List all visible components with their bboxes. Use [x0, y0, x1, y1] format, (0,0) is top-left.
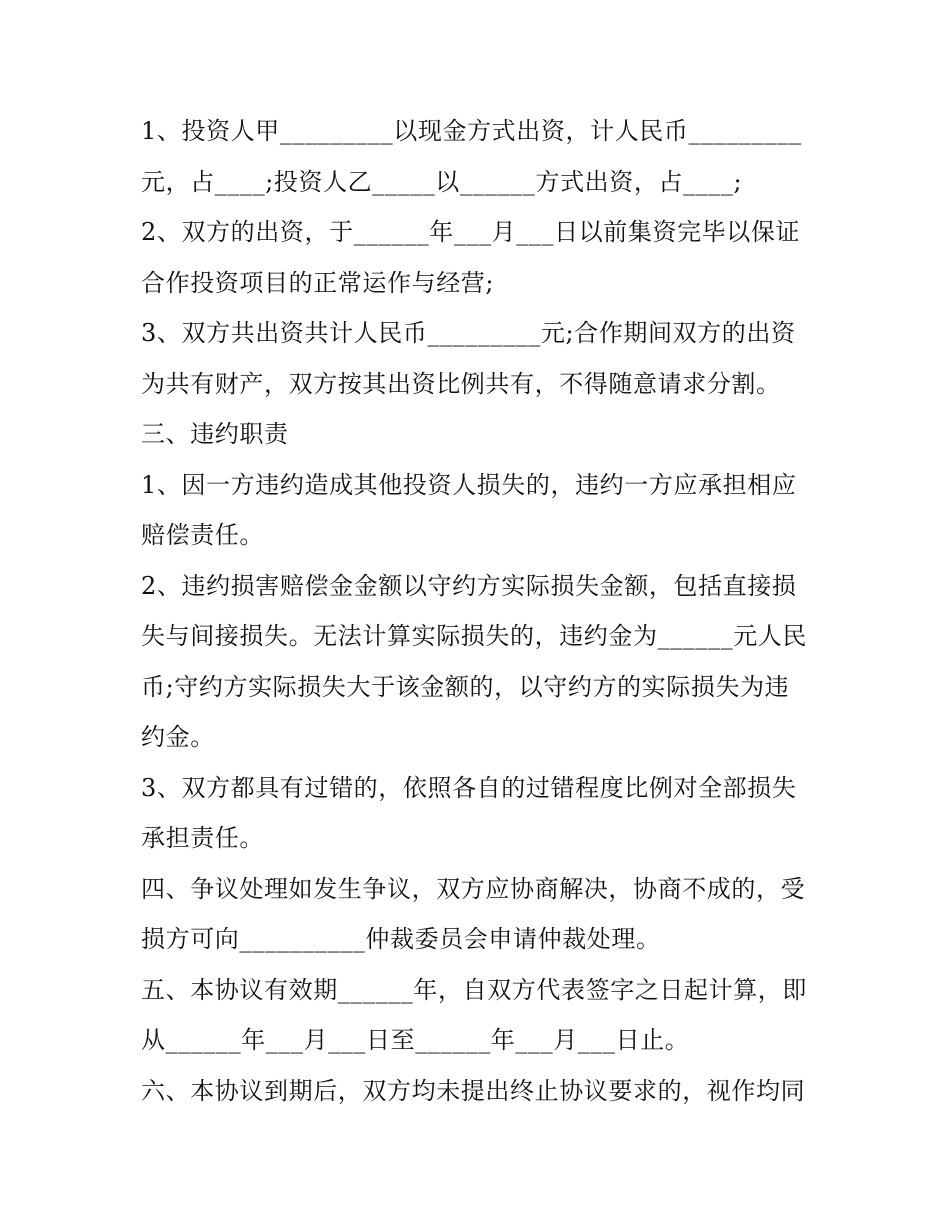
section-heading-5: 五、本协议有效期______年，自双方代表签字之日起计算，即: [141, 976, 807, 1004]
text-line-14: 3、双方都具有过错的，依照各自的过错程度比例对全部损失: [141, 774, 797, 802]
text-line-9: 赔偿责任。: [141, 521, 264, 549]
text-line-10: 2、违约损害赔偿金金额以守约方实际损失金额，包括直接损: [141, 572, 797, 600]
text-line-11: 失与间接损失。无法计算实际损失的，违约金为______元人民: [141, 622, 807, 650]
text-line-6: 为共有财产，双方按其出资比例共有，不得随意请求分割。: [141, 370, 781, 398]
text-line-5: 3、双方共出资共计人民币_________元;合作期间双方的出资: [141, 319, 796, 347]
text-line-17: 损方可向__________仲裁委员会申请仲裁处理。: [141, 925, 661, 953]
text-line-8: 1、因一方违约造成其他投资人损失的，违约一方应承担相应: [141, 471, 797, 499]
text-line-1: 1、投资人甲_________以现金方式出资，计人民币_________: [141, 117, 802, 145]
text-line-15: 承担责任。: [141, 824, 264, 852]
text-line-19: 从______年___月___日至______年___月___日止。: [141, 1026, 690, 1054]
section-heading-4: 四、争议处理如发生争议，双方应协商解决，协商不成的，受: [141, 875, 806, 903]
text-line-4: 合作投资项目的正常运作与经营;: [141, 269, 495, 297]
text-line-2: 元，占____;投资人乙_____以______方式出资，占____;: [141, 168, 743, 196]
text-line-13: 约金。: [141, 723, 215, 751]
section-heading-3: 三、违约职责: [141, 420, 289, 448]
section-heading-6: 六、本协议到期后，双方均未提出终止协议要求的，视作均同: [141, 1077, 806, 1105]
text-line-3: 2、双方的出资，于______年___月___日以前集资完毕以保证: [141, 218, 801, 246]
text-line-12: 币;守约方实际损失大于该金额的，以守约方的实际损失为违: [141, 673, 790, 701]
